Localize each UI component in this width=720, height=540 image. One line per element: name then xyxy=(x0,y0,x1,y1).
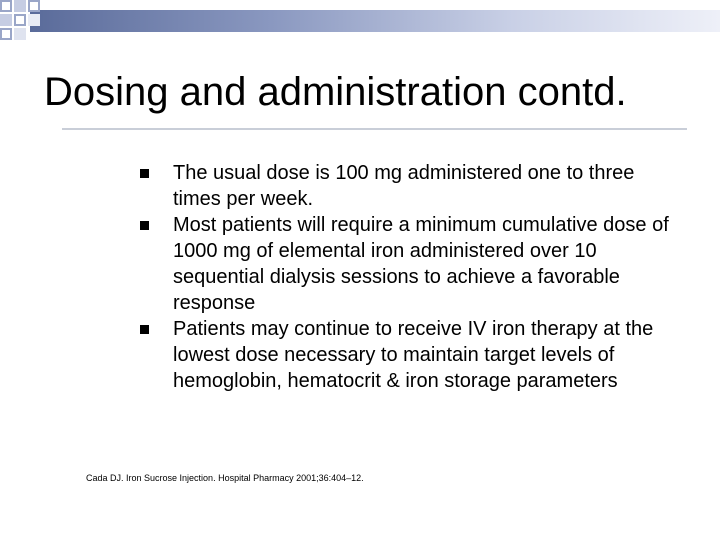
header-gradient-bar xyxy=(30,10,720,32)
bullet-item xyxy=(140,160,680,212)
decor-square-icon xyxy=(14,28,26,40)
decor-square-icon xyxy=(0,28,12,40)
decor-square-icon xyxy=(14,0,26,12)
slide-title: Dosing and administration contd. xyxy=(44,70,627,114)
decor-square-icon xyxy=(0,0,12,12)
bullet-text: The usual dose is 100 mg administered one to three times per week. xyxy=(173,162,635,210)
citation: Cada DJ. Iron Sucrose Injection. Hospital Pharmacy 2001;36:404–12. xyxy=(86,473,364,483)
bullet-text: Most patients will require a minimum cumulative dose of 1000 mg of elemental iron administered over 10 sequential dialysis sessions to achieve a favorable response xyxy=(173,214,669,314)
bullet-item xyxy=(140,316,680,394)
square-bullet-icon xyxy=(140,169,149,178)
bullet-item xyxy=(140,212,680,316)
bullet-list xyxy=(140,160,680,394)
title-divider xyxy=(62,128,687,130)
square-bullet-icon xyxy=(140,221,149,230)
decor-square-icon xyxy=(28,0,40,12)
bullet-text: Patients may continue to receive IV iron therapy at the lowest dose necessary to maintain target levels of hemoglobin, hematocrit & iron storage parameters xyxy=(173,318,654,392)
decor-square-icon xyxy=(14,14,26,26)
decor-square-icon xyxy=(0,14,12,26)
decor-square-icon xyxy=(28,14,40,26)
square-bullet-icon xyxy=(140,325,149,334)
